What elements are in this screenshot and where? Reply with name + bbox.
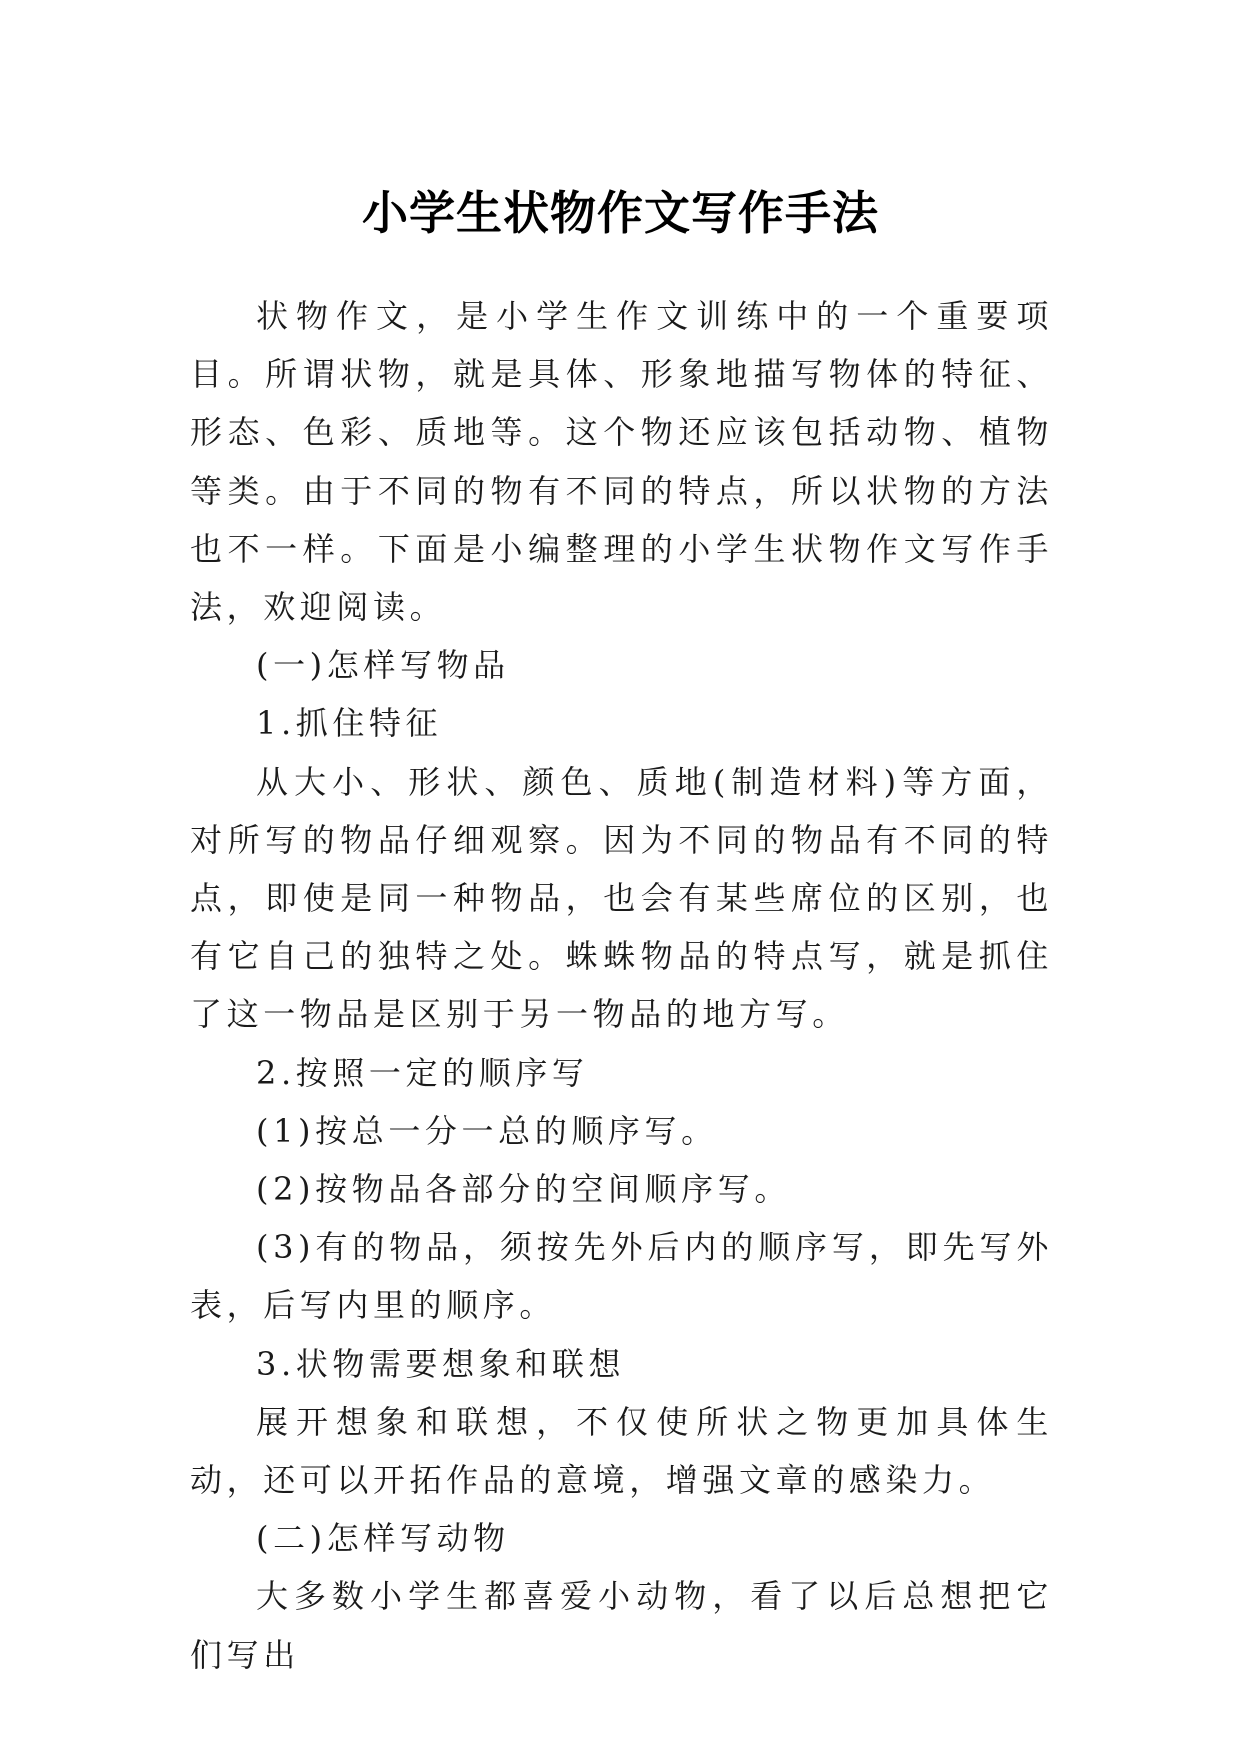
paragraph-section-2: 大多数小学生都喜爱小动物，看了以后总想把它们写出: [190, 1577, 1053, 1674]
document-title: 小学生状物作文写作手法: [362, 185, 879, 240]
paragraph-point-3: 展开想象和联想，不仅使所状之物更加具体生动，还可以开拓作品的意境，增强文章的感染力。: [190, 1402, 1053, 1500]
heading-point-1: 1.抓住特征: [256, 704, 443, 743]
list-item-order-2: (2)按物品各部分的空间顺序写。: [256, 1170, 791, 1209]
heading-point-2: 2.按照一定的顺序写: [256, 1053, 589, 1092]
heading-point-3: 3.状物需要想象和联想: [256, 1344, 626, 1383]
heading-section-1: (一)怎样写物品: [256, 646, 510, 685]
paragraph-intro: 状物作文，是小学生作文训练中的一个重要项目。所谓状物，就是具体、形象地描写物体的特征、形态、色彩、质地等。这个物还应该包括动物、植物等类。由于不同的物有不同的特点，所以状物的方法也不一样。下面是小编整理的小学生状物作文写作手法，欢迎阅读。: [190, 297, 1053, 627]
list-item-order-1: (1)按总一分一总的顺序写。: [256, 1111, 718, 1150]
paragraph-point-1: 从大小、形状、颜色、质地(制造材料)等方面，对所写的物品仔细观察。因为不同的物品有不同的特点，即使是同一种物品，也会有某些席位的区别，也有它自己的独特之处。蛛蛛物品的特点写，就是抓住了这一物品是区别于另一物品的地方写。: [190, 762, 1053, 1034]
document-body: [190, 287, 1053, 1684]
list-item-order-3: (3)有的物品，须按先外后内的顺序写，即先写外表，后写内里的顺序。: [190, 1228, 1053, 1325]
heading-section-2: (二)怎样写动物: [256, 1519, 510, 1558]
